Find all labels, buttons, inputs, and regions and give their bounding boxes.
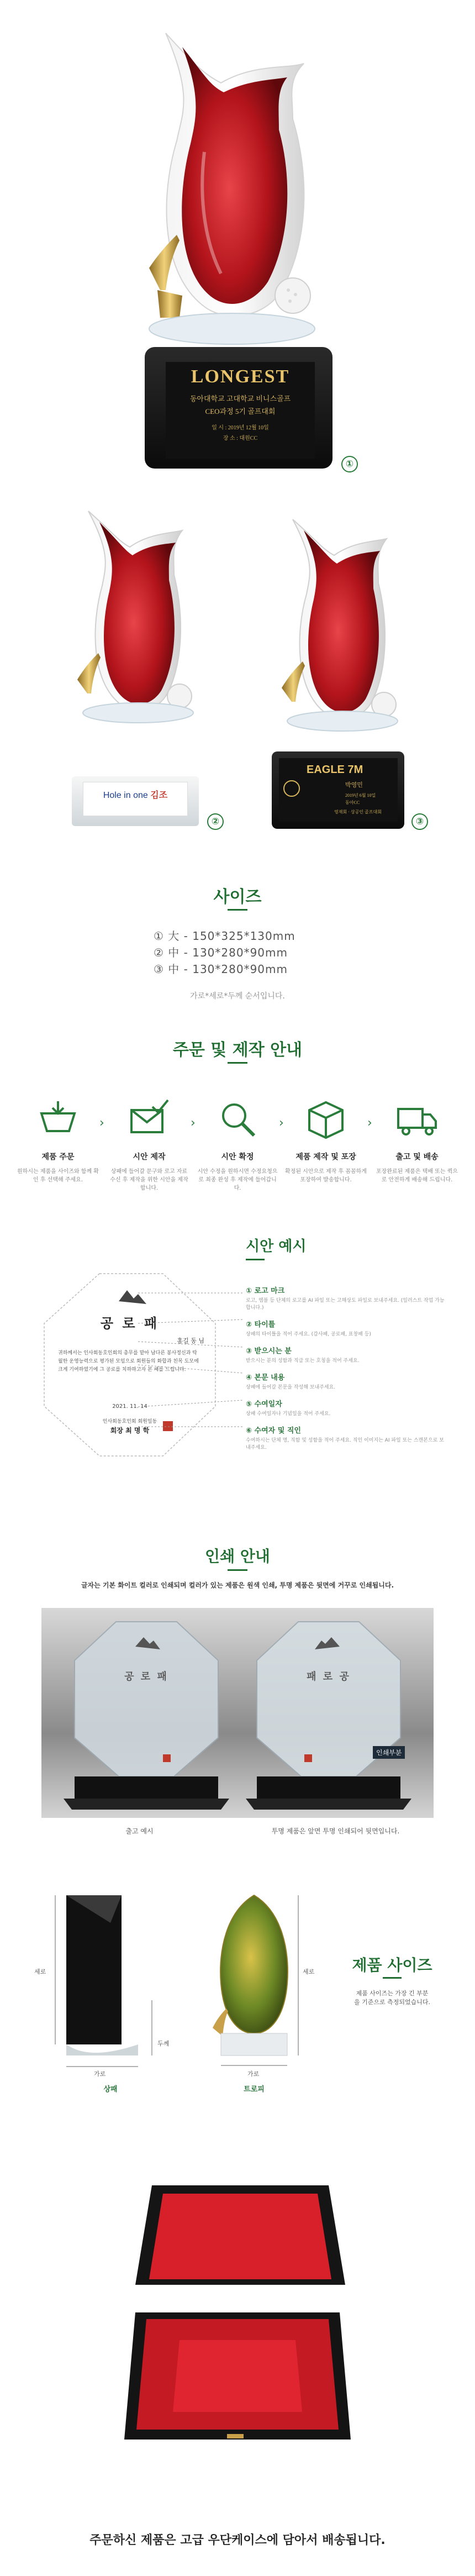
trophy-2-image bbox=[66, 508, 210, 757]
trophy-main-line1: 동아대학교 고대학교 비니스골프 bbox=[189, 395, 291, 403]
truck-icon bbox=[395, 1097, 439, 1141]
step-order bbox=[17, 1097, 99, 1184]
draft-item-presenter: ⑥ 수여자 및 직인 수여하시는 단체 명, 직함 및 성함을 적어 주세요. 직인 이미지는 AI 파일 또는 스캔본으로 보내주세요. bbox=[246, 1427, 444, 1450]
trophy-3-number: ③ bbox=[411, 813, 428, 830]
trophy-3-line1: 2019년 6월 10일 bbox=[345, 793, 376, 798]
size-row-2: ② 中 - 130*280*90mm bbox=[154, 946, 288, 959]
trophy-main-plaque bbox=[166, 362, 315, 459]
print-example-image bbox=[41, 1608, 434, 1818]
trophy-main-number: ① bbox=[341, 456, 358, 472]
trophy-3-line2: 동아CC bbox=[345, 800, 360, 805]
order-title-bar bbox=[228, 1062, 247, 1064]
envelope-check-icon bbox=[127, 1097, 171, 1141]
product-size-title-bar bbox=[383, 1977, 402, 1979]
draft-item-recipient: ③ 받으시는 분 받으시는 분의 성함과 직급 또는 호칭을 적어 주세요. bbox=[246, 1347, 360, 1364]
trophy-3-plate: EAGLE 7M bbox=[307, 764, 363, 776]
draft-plaque-title: 공 로 패 bbox=[100, 1316, 160, 1331]
step-package-desc: 확정된 시안으로 제작 후 꼼꼼하게 포장하여 발송합니다. bbox=[285, 1169, 367, 1183]
draft-item-title: ② 타이틀 상패의 타이틀을 적어 주세요. (감사패, 공로패, 표창패 등) bbox=[246, 1321, 371, 1337]
trophy-2-plate bbox=[83, 782, 188, 816]
step-delivery-desc: 포장완료된 제품은 택배 또는 퀵으로 안전하게 배송해 드립니다. bbox=[376, 1169, 458, 1183]
draft-plaque-name: 홍길 동 님 bbox=[177, 1337, 204, 1344]
print-back-title: 패 로 공 bbox=[307, 1671, 351, 1683]
print-desc: 글자는 기본 화이트 컬러로 인쇄되며 컬러가 있는 제품은 원색 인쇄, 투명 제품은 뒷면에 거꾸로 인쇄됩니다. bbox=[81, 1581, 394, 1589]
velvet-case-image bbox=[119, 2174, 356, 2484]
trophy-3-line3: 영재회 · 상공인 골프대회 bbox=[334, 809, 382, 814]
arrow-icon: › bbox=[367, 1116, 372, 1130]
step-confirm-desc: 시안 수정을 원하시면 수정요청으로 최종 완성 후 제작에 들어갑니다. bbox=[197, 1169, 278, 1191]
step-draft-title: 시안 제작 bbox=[133, 1153, 166, 1161]
draft-item-logo: ① 로고 마크 로고, 엠블 등 단체의 로고를 AI 파일 또는 고해상도 파일로 보내주세요. (일러스트 작업 가능합니다.) bbox=[246, 1287, 445, 1311]
trophy-main-brand: LONGEST bbox=[191, 366, 290, 387]
draft-title: 시안 예시 bbox=[246, 1238, 307, 1255]
size-trophy-image bbox=[199, 1890, 309, 2072]
size-plaque-height: 세로 bbox=[34, 1968, 46, 1975]
step-draft-desc: 상패에 들어갈 문구와 로고 자료 수신 후 제작을 위한 시안을 제작합니다. bbox=[110, 1169, 188, 1191]
draft-title-bar bbox=[246, 1259, 265, 1260]
draft-item-body: ④ 본문 내용 상패에 들어갈 본문을 작성해 보내주세요. bbox=[246, 1374, 336, 1390]
order-title: 주문 및 제작 안내 bbox=[172, 1040, 303, 1060]
trophy-3-plaque bbox=[279, 758, 398, 822]
print-front-title: 공 로 패 bbox=[124, 1671, 168, 1683]
draft-plaque-body: 귀하께서는 인사회동호인회의 총무를 맡아 남다른 봉사정신과 탁월한 운영능력으로 평가된 모임으로 회원들의 화합과 친목 도모에 크게 기여하였기에 그 공로를 치하하고자 본 패를 드립니다. bbox=[58, 1350, 199, 1373]
magnifier-icon bbox=[215, 1097, 260, 1141]
arrow-icon: › bbox=[99, 1116, 104, 1130]
trophy-main-line3: 일 시 : 2019년 12월 10일 bbox=[212, 425, 269, 431]
arrow-icon: › bbox=[191, 1116, 196, 1130]
basket-icon bbox=[36, 1097, 80, 1141]
print-part-tag: 인쇄부분 bbox=[373, 1746, 405, 1759]
draft-plaque-sign: 회장 최 명 학 bbox=[110, 1427, 150, 1434]
size-trophy-caption: 트로피 bbox=[244, 2085, 265, 2094]
draft-guide-list bbox=[246, 1285, 445, 1458]
step-delivery-title: 출고 및 배송 bbox=[395, 1153, 439, 1161]
trophy-main-line4: 장 소 : 대원CC bbox=[223, 435, 258, 441]
box-icon bbox=[304, 1097, 348, 1141]
draft-leader-lines bbox=[138, 1282, 243, 1448]
size-trophy-width: 가로 bbox=[247, 2070, 260, 2078]
trophy-main-line2: CEO과정 5기 골프대회 bbox=[205, 407, 276, 416]
draft-item-date: ⑤ 수여일자 상패 수여일자나 기념일을 적어 주세요. bbox=[246, 1400, 331, 1417]
step-order-desc: 원하시는 제품을 사이즈와 함께 확인 후 선택해 주세요. bbox=[17, 1169, 99, 1183]
size-plaque-depth: 두께 bbox=[157, 2040, 170, 2047]
trophy-3-plate-name: 박영민 bbox=[345, 782, 363, 788]
step-package bbox=[284, 1097, 367, 1184]
product-size-title: 제품 사이즈 bbox=[352, 1956, 432, 1974]
print-title-bar bbox=[228, 1569, 247, 1571]
size-plaque-caption: 상패 bbox=[103, 2085, 118, 2094]
print-caption-right: 투명 제품은 앞면 투명 인쇄되어 뒷면입니다. bbox=[271, 1827, 400, 1835]
size-plaque-width: 가로 bbox=[94, 2070, 106, 2078]
emblem-icon bbox=[283, 780, 300, 797]
print-plaque-back bbox=[246, 1616, 411, 1815]
print-plaque-front bbox=[64, 1616, 229, 1815]
size-title: 사이즈 bbox=[213, 887, 262, 907]
trophy-2-plate-name: 김조 bbox=[150, 791, 168, 800]
step-package-title: 제품 제작 및 포장 bbox=[295, 1153, 356, 1161]
size-row-1: ① 大 - 150*325*130mm bbox=[154, 929, 295, 943]
print-caption-left: 출고 예시 bbox=[125, 1827, 154, 1835]
draft-plaque-date: 2021. 11. 14 bbox=[112, 1403, 147, 1410]
draft-plaque-org: 인사회동호인회 회원일동 bbox=[102, 1419, 157, 1424]
print-title: 인쇄 안내 bbox=[205, 1547, 270, 1565]
case-desc: 주문하신 제품은 고급 우단케이스에 담아서 배송됩니다. bbox=[89, 2533, 386, 2547]
arrow-icon: › bbox=[279, 1116, 284, 1130]
size-row-3: ③ 中 - 130*280*90mm bbox=[154, 963, 288, 976]
step-confirm-title: 시안 확정 bbox=[221, 1153, 254, 1161]
product-size-desc: 제품 사이즈는 가장 긴 부분을 기준으로 측정되었습니다. bbox=[353, 1990, 430, 2006]
step-confirm bbox=[196, 1097, 279, 1192]
size-trophy-height: 세로 bbox=[303, 1968, 315, 1975]
step-delivery bbox=[376, 1097, 458, 1184]
trophy-2-number: ② bbox=[207, 813, 224, 830]
trophy-3-image bbox=[271, 517, 414, 765]
step-draft bbox=[108, 1097, 191, 1192]
trophy-2-plate-text: Hole in one bbox=[103, 791, 148, 800]
size-note: 가로*세로*두께 순서입니다. bbox=[190, 992, 285, 1001]
step-order-title: 제품 주문 bbox=[41, 1153, 75, 1161]
size-title-bar bbox=[228, 909, 247, 911]
